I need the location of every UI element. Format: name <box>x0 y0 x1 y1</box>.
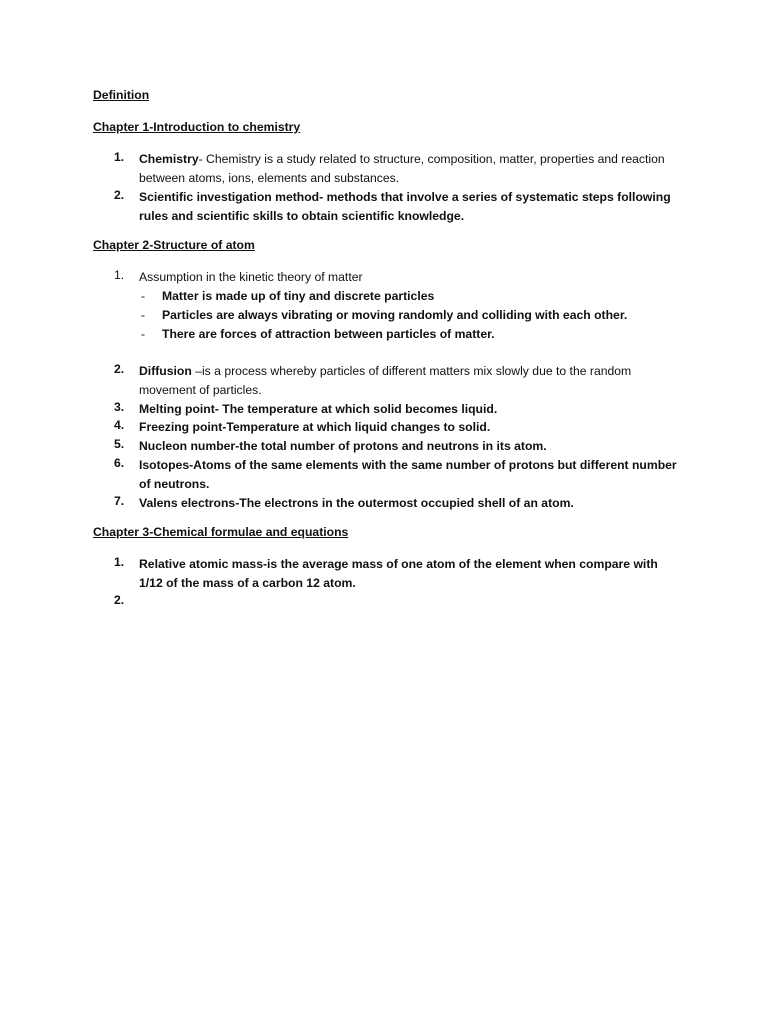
definition-text <box>139 418 679 437</box>
list-number: 5. <box>114 437 125 451</box>
definition-description: -the total number of protons and neutrons in its atom. <box>235 439 547 453</box>
chapter-1-heading: Chapter 1-Introduction to chemistry <box>93 120 301 134</box>
list-number: 1. <box>114 268 125 282</box>
definition-term: Isotopes <box>139 458 190 472</box>
bullet-dash: - <box>141 289 146 303</box>
bullet-item <box>141 325 682 344</box>
definition-term: Relative atomic mass <box>139 557 263 571</box>
definition-description: - The temperature at which solid becomes liquid. <box>214 402 498 416</box>
list-number: 3. <box>114 400 125 414</box>
list-number: 2. <box>114 188 125 202</box>
definition-description: - methods that involve a series of systematic steps following rules and scientific skills to obtain scientific knowledge. <box>139 190 671 223</box>
definition-text <box>139 188 679 226</box>
definition-description: -The electrons in the outermost occupied shell of an atom. <box>235 496 574 510</box>
definition-term: Melting point <box>139 402 215 416</box>
definition-term: Valens electrons <box>139 496 236 510</box>
definition-text <box>139 437 679 456</box>
bullet-text: There are forces of attraction between particles of matter. <box>162 327 495 341</box>
list-number: 7. <box>114 494 125 508</box>
bullet-dash: - <box>141 308 146 322</box>
bullet-dash: - <box>141 327 146 341</box>
definition-term: Chemistry <box>139 152 199 166</box>
definition-term: Freezing point <box>139 420 223 434</box>
definition-term: Diffusion <box>139 364 192 378</box>
definition-text <box>139 150 679 188</box>
definition-text <box>139 555 679 593</box>
document-title: Definition <box>93 88 150 102</box>
definition-term: Nucleon number <box>139 439 236 453</box>
chapter-2-heading: Chapter 2-Structure of atom <box>93 238 255 252</box>
chapter-3-heading: Chapter 3-Chemical formulae and equations <box>93 525 349 539</box>
definition-description: -Atoms of the same elements with the same number of protons but different number of neutrons. <box>139 458 677 491</box>
list-number: 1. <box>114 555 125 569</box>
bullet-item <box>141 306 682 325</box>
definition-description: - Chemistry is a study related to structure, composition, matter, properties and reaction between atoms, ions, elements and substances. <box>139 152 665 185</box>
bullet-item <box>141 287 682 306</box>
definition-description: -Temperature at which liquid changes to solid. <box>222 420 491 434</box>
definition-text: Assumption in the kinetic theory of matter <box>139 270 363 284</box>
list-number: 2. <box>114 362 125 376</box>
definition-text <box>139 362 679 400</box>
definition-text <box>139 400 679 419</box>
bullet-text: Matter is made up of tiny and discrete particles <box>162 289 435 303</box>
list-number: 2. <box>114 593 125 607</box>
definition-description: –is a process whereby particles of different matters mix slowly due to the random movement of particles. <box>139 364 632 397</box>
list-number: 4. <box>114 418 125 432</box>
definition-term: Scientific investigation method <box>139 190 320 204</box>
definition-text <box>139 494 679 513</box>
list-number: 1. <box>114 150 125 164</box>
list-number: 6. <box>114 456 125 470</box>
definition-text <box>139 456 679 494</box>
definition-description: -is the average mass of one atom of the element when compare with 1/12 of the mass of a carbon 12 atom. <box>139 557 658 590</box>
bullet-text: Particles are always vibrating or moving randomly and colliding with each other. <box>162 308 628 322</box>
